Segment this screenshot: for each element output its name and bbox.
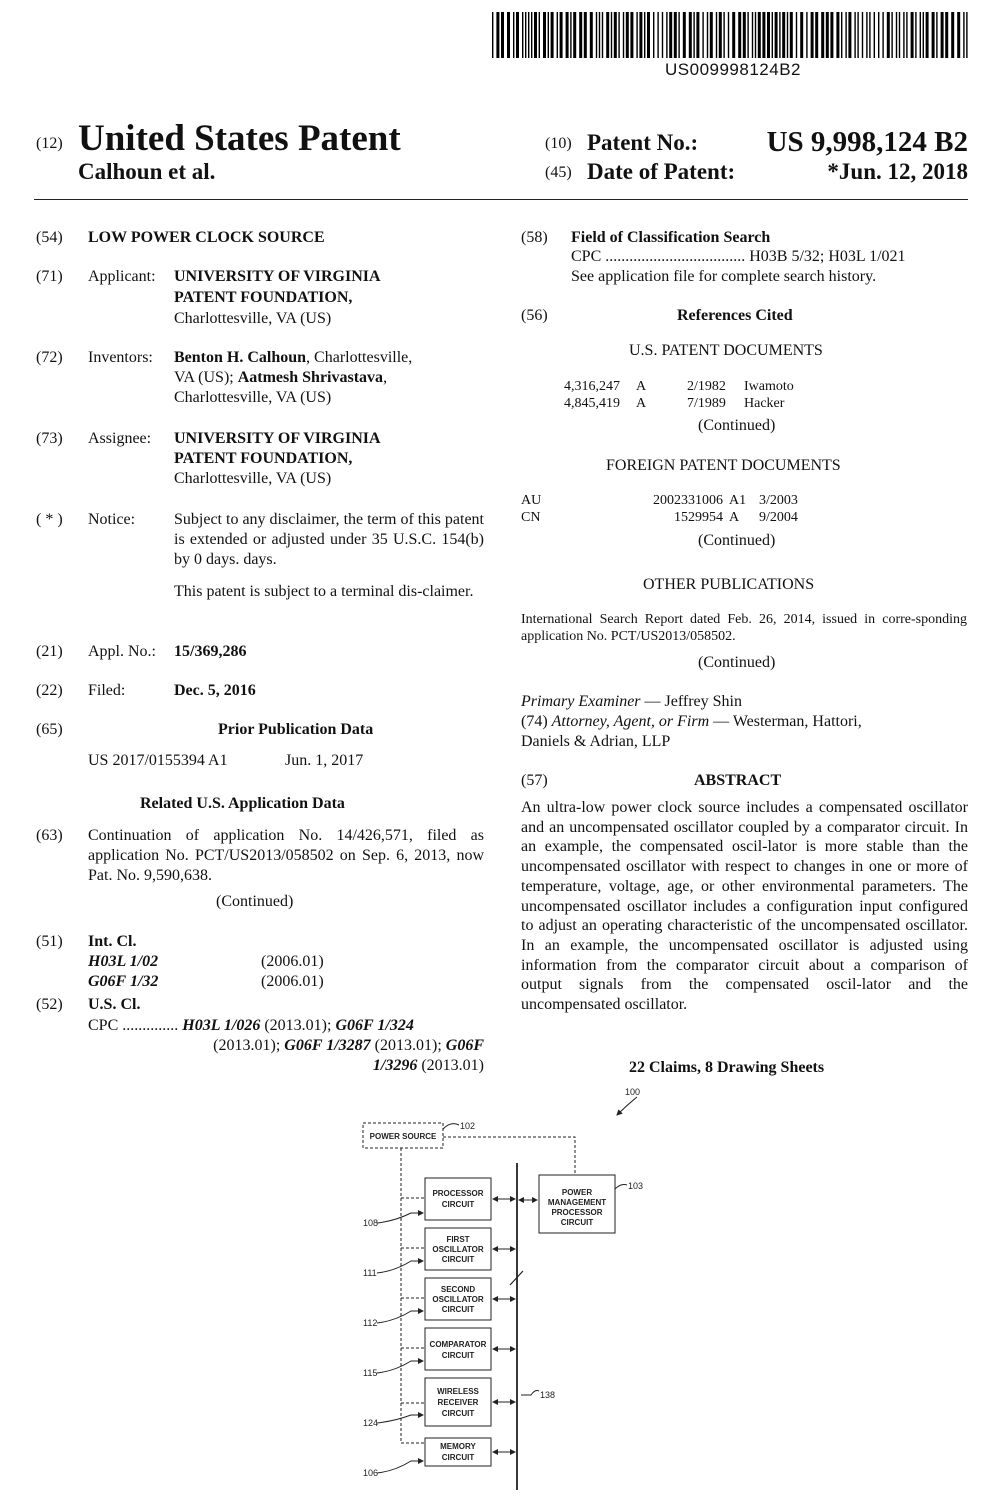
barcode-bar <box>732 12 735 58</box>
first-osc-label-2: OSCILLATOR <box>432 1245 484 1254</box>
ref-111: 111 <box>363 1268 377 1278</box>
code-56: (56) <box>521 307 548 324</box>
ref-103: 103 <box>628 1181 644 1191</box>
code-52: (52) <box>36 996 63 1013</box>
barcode-bar <box>878 12 879 58</box>
barcode-bar <box>669 12 672 58</box>
notice-text-terminal: This patent is subject to a terminal dis-claimer. <box>174 583 474 600</box>
appl-no: 15/369,286 <box>174 643 247 660</box>
us-doc-date: 2/1982 <box>687 379 726 394</box>
cpc-year-1: (2013.01); <box>260 1017 336 1034</box>
barcode-bar <box>857 12 858 58</box>
cpc-code-4a: G06F <box>445 1037 484 1054</box>
examiner-name: — Jeffrey Shin <box>640 693 742 710</box>
barcode-bar <box>743 12 746 58</box>
barcode-bar <box>689 12 692 58</box>
related-continued: (Continued) <box>216 893 294 910</box>
code-54: (54) <box>36 229 63 246</box>
barcode-bar <box>896 12 897 58</box>
patent-no-label: Patent No.: <box>587 130 699 155</box>
second-osc-label-3: CIRCUIT <box>441 1305 475 1314</box>
attorney-name: — Westerman, Hattori, <box>709 713 862 730</box>
field-heading: Field of Classification Search <box>571 229 771 246</box>
barcode-bar <box>815 12 818 58</box>
barcode-bar <box>891 12 892 58</box>
barcode-bar <box>747 12 748 58</box>
foreign-doc-kind: A1 <box>729 493 747 508</box>
inventors-line2 <box>174 368 387 388</box>
foreign-doc-number: 1529954 <box>674 510 723 525</box>
foreign-doc-date: 3/2003 <box>759 493 798 508</box>
barcode-bar <box>531 12 532 58</box>
barcode-bar <box>647 12 650 58</box>
inventors-label: Inventors: <box>88 349 153 366</box>
barcode-bar <box>821 12 824 58</box>
foreign-docs-continued: (Continued) <box>698 532 776 549</box>
barcode-bar <box>923 12 924 58</box>
inventors-line3: Charlottesville, VA (US) <box>174 389 332 406</box>
ref-124: 124 <box>363 1418 379 1428</box>
block-diagram <box>355 1085 655 1490</box>
barcode-bar <box>845 12 846 58</box>
barcode-bar <box>513 12 514 58</box>
barcode-bar <box>945 12 948 58</box>
barcode-bar <box>716 12 717 58</box>
notice-label: Notice: <box>88 511 136 528</box>
barcode-bar <box>707 12 708 58</box>
barcode-bar <box>551 12 554 58</box>
applicant-line3: Charlottesville, VA (US) <box>174 310 332 327</box>
barcode-bar <box>618 12 619 58</box>
assignee-line2: PATENT FOUNDATION, <box>174 450 353 467</box>
barcode-bar <box>903 12 904 58</box>
barcode-bar <box>602 12 603 58</box>
code-73: (73) <box>36 430 63 447</box>
prior-pub-heading: Prior Publication Data <box>218 721 374 738</box>
code-63: (63) <box>36 827 63 844</box>
first-osc-label-3: CIRCUIT <box>441 1255 475 1264</box>
us-doc-number: 4,316,247 <box>564 379 620 394</box>
barcode-bar <box>657 12 658 58</box>
filed-label: Filed: <box>88 682 126 699</box>
comparator-label-1: COMPARATOR <box>429 1340 487 1349</box>
cpc-code-2: G06F 1/324 <box>335 1017 414 1034</box>
cpc-line1 <box>88 1016 414 1036</box>
pmp-label-4: CIRCUIT <box>560 1218 594 1227</box>
ref-138-leader <box>521 1391 539 1396</box>
barcode-bar <box>579 12 582 58</box>
barcode-bar <box>719 12 722 58</box>
processor-label-2: CIRCUIT <box>441 1200 475 1209</box>
barcode-bar <box>666 12 667 58</box>
processor-box <box>425 1178 491 1220</box>
barcode-bar <box>772 12 773 58</box>
barcode-bar <box>728 12 729 58</box>
barcode-bar <box>573 12 576 58</box>
code-21: (21) <box>36 643 63 660</box>
code-10: (10) <box>545 135 572 152</box>
us-docs-heading: U.S. PATENT DOCUMENTS <box>629 342 823 359</box>
patent-type-title: United States Patent <box>78 118 401 159</box>
barcode-bar <box>630 12 633 58</box>
int-cl-label: Int. Cl. <box>88 933 137 950</box>
barcode-bar <box>796 12 797 58</box>
barcode-bar <box>911 12 914 58</box>
barcode-bar <box>539 12 540 58</box>
barcode-bar <box>906 12 907 58</box>
barcode-bar <box>678 12 679 58</box>
barcode-bar <box>779 12 780 58</box>
filed-date: Dec. 5, 2016 <box>174 682 256 699</box>
ref-108: 108 <box>363 1218 379 1228</box>
code-74: (74) <box>521 713 548 730</box>
barcode-bar <box>623 12 624 58</box>
ref-115: 115 <box>363 1368 378 1378</box>
barcode-bar <box>936 12 937 58</box>
memory-label-1: MEMORY <box>440 1442 476 1451</box>
barcode-bar <box>599 12 600 58</box>
other-pubs-text: International Search Report dated Feb. 26, 2014, issued in corre-sponding application No. PCT/US2013/058502. <box>521 612 967 644</box>
ref-102: 102 <box>460 1121 476 1131</box>
first-osc-label-1: FIRST <box>446 1235 470 1244</box>
attorney-line2: Daniels & Adrian, LLP <box>521 733 671 750</box>
barcode-bar <box>869 12 870 58</box>
barcode-bar <box>866 12 867 58</box>
code-57: (57) <box>521 772 548 789</box>
other-pubs-heading: OTHER PUBLICATIONS <box>643 576 815 593</box>
cpc-year-3: (2013.01); <box>370 1037 446 1054</box>
ref-100: 100 <box>625 1087 641 1097</box>
barcode-bar <box>662 12 663 58</box>
barcode-bar <box>762 12 765 58</box>
us-doc-row <box>564 395 864 412</box>
barcode-bar <box>767 12 770 58</box>
cpc-code-1: H03L 1/026 <box>182 1017 261 1034</box>
patent-no: US 9,998,124 B2 <box>766 126 968 158</box>
barcode-bar <box>775 12 778 58</box>
assignee-line3: Charlottesville, VA (US) <box>174 470 332 487</box>
ref-102-leader <box>443 1124 459 1129</box>
barcode-bar <box>854 12 855 58</box>
power-source-label: POWER SOURCE <box>369 1132 437 1141</box>
code-58: (58) <box>521 229 548 246</box>
barcode-graphic <box>492 12 972 58</box>
applicant-label: Applicant: <box>88 268 156 285</box>
barcode-bar <box>800 12 803 58</box>
inventor-1-country: VA (US); <box>174 369 238 386</box>
us-doc-date: 7/1989 <box>687 396 726 411</box>
wireless-label-3: CIRCUIT <box>441 1409 475 1418</box>
pmp-label-1: POWER <box>561 1188 593 1197</box>
us-doc-row <box>564 378 864 395</box>
barcode-bar <box>557 12 558 58</box>
code-51: (51) <box>36 933 63 950</box>
barcode-bar <box>738 12 741 58</box>
barcode-bar <box>752 12 753 58</box>
foreign-docs-heading: FOREIGN PATENT DOCUMENTS <box>606 457 841 474</box>
ref-138: 138 <box>540 1390 556 1400</box>
barcode-bar <box>693 12 694 58</box>
us-doc-name: Iwamoto <box>744 379 794 394</box>
barcode-bar <box>639 12 642 58</box>
comparator-box <box>425 1328 491 1370</box>
barcode-bar <box>806 12 807 58</box>
barcode-bar <box>534 12 537 58</box>
patent-date: *Jun. 12, 2018 <box>827 159 968 184</box>
barcode-bar <box>653 12 654 58</box>
barcode-bar <box>957 12 960 58</box>
barcode-bar <box>710 12 713 58</box>
barcode-bar <box>614 12 617 58</box>
representative-drawing <box>355 1085 655 1490</box>
barcode-bar <box>516 12 519 58</box>
second-osc-label-1: SECOND <box>440 1285 476 1294</box>
cpc-year-4: (2013.01) <box>417 1057 484 1074</box>
barcode-bar <box>887 12 890 58</box>
barcode-bar <box>644 12 645 58</box>
barcode-number: US009998124B2 <box>665 60 802 79</box>
cpc-prefix: CPC .............. <box>88 1017 179 1034</box>
foreign-doc-country: CN <box>521 510 541 525</box>
barcode-bar <box>841 12 842 58</box>
field-see: See application file for complete search history. <box>571 268 877 285</box>
barcode-bar <box>899 12 900 58</box>
cpc-code-3: G06F 1/3287 <box>284 1037 371 1054</box>
primary-examiner <box>521 692 742 712</box>
abstract-text: An ultra-low power clock source includes a compensated oscillator and an uncompensated oscillator coupled by a comparator circuit. In an example, the compensated oscil-lator is more stable than the uncompensated oscillator with respect to changes in one or more of temperature, voltage, age, or other environmental parameters. The uncompensated oscillator includes a configuration input configured to adjust an operating characteristic of the uncompensated oscillator. In an example, the uncompensated oscillator is adjusted using information from the comparator circuit about a comparison of output signals from the compensated oscil-lator and the uncompensated oscillator. <box>521 799 968 1014</box>
assignee-label: Assignee: <box>88 430 152 447</box>
power-line-branches <box>401 1198 425 1403</box>
barcode-bar <box>674 12 677 58</box>
barcode-bar <box>606 12 609 58</box>
notice-text: Subject to any disclaimer, the term of this patent is extended or adjusted under 35 U.S.C. 154(b) by 0 days. days. <box>174 511 484 568</box>
memory-label-2: CIRCUIT <box>441 1453 475 1462</box>
barcode-bar <box>522 12 523 58</box>
barcode-bar <box>758 12 761 58</box>
barcode-bar <box>915 12 916 58</box>
code-45: (45) <box>545 164 572 181</box>
inventor-1-location: , Charlottesville, <box>306 349 413 366</box>
code-22: (22) <box>36 682 63 699</box>
barcode-bar <box>543 12 546 58</box>
barcode-bar <box>560 12 563 58</box>
related-text: Continuation of application No. 14/426,571, filed as application No. PCT/US2013/058502 on Sep. 6, 2013, now Pat. No. 9,590,638. <box>88 827 484 884</box>
us-doc-kind: A <box>636 379 647 394</box>
barcode-bar <box>696 12 699 58</box>
code-65: (65) <box>36 721 63 738</box>
inventor-2-comma: , <box>383 369 388 386</box>
barcode-bar <box>683 12 686 58</box>
ref-112: 112 <box>363 1318 378 1328</box>
barcode-bar <box>566 12 569 58</box>
barcode-bar <box>611 12 612 58</box>
date-label: Date of Patent: <box>587 159 736 184</box>
cpc-line3 <box>373 1056 484 1076</box>
power-line-trunk <box>401 1148 425 1443</box>
claims-summary: 22 Claims, 8 Drawing Sheets <box>629 1059 825 1076</box>
barcode-bar <box>941 12 944 58</box>
pmp-label-3: PROCESSOR <box>551 1208 603 1217</box>
attorney-label: Attorney, Agent, or Firm <box>551 713 710 730</box>
barcode-bar <box>626 12 629 58</box>
barcode-bar <box>787 12 788 58</box>
field-cpc: CPC ................................... H03B 5/32; H03L 1/021 <box>571 248 906 265</box>
prior-pub-date: Jun. 1, 2017 <box>285 752 364 769</box>
cpc-year-2: (2013.01); <box>213 1037 285 1054</box>
foreign-doc-number: 2002331006 <box>653 493 723 508</box>
assignee-line1: UNIVERSITY OF VIRGINIA <box>174 430 381 447</box>
foreign-doc-row <box>521 509 821 526</box>
code-notice: ( * ) <box>36 511 63 528</box>
inventor-2-name: Aatmesh Shrivastava <box>237 369 384 386</box>
barcode-bar <box>862 12 863 58</box>
prior-pub-number: US 2017/0155394 A1 <box>88 752 228 769</box>
us-cl-label: U.S. Cl. <box>88 996 141 1013</box>
barcode-bar <box>501 12 504 58</box>
barcode-bar <box>570 12 571 58</box>
barcode-bar <box>507 12 510 58</box>
foreign-doc-date: 9/2004 <box>759 510 798 525</box>
barcode-bar <box>528 12 529 58</box>
foreign-doc-row <box>521 492 821 509</box>
us-docs-continued: (Continued) <box>698 417 776 434</box>
barcode <box>492 12 972 58</box>
inventors-line1 <box>174 348 412 368</box>
barcode-bar <box>525 12 526 58</box>
barcode-bar <box>596 12 597 58</box>
refs-heading: References Cited <box>677 307 793 324</box>
header-divider <box>34 199 968 200</box>
wireless-label-1: WIRELESS <box>437 1387 479 1396</box>
ref-100-pointer <box>617 1097 637 1115</box>
invention-title: LOW POWER CLOCK SOURCE <box>88 229 325 246</box>
int-cl-1-year: (2006.01) <box>261 953 324 970</box>
barcode-bar <box>590 12 593 58</box>
abstract-heading: ABSTRACT <box>694 772 782 789</box>
applicant-line1: UNIVERSITY OF VIRGINIA <box>174 268 381 285</box>
barcode-bar <box>811 12 814 58</box>
ref-103-leader <box>615 1185 627 1190</box>
processor-label-1: PROCESSOR <box>432 1189 484 1198</box>
barcode-bar <box>920 12 921 58</box>
code-71: (71) <box>36 268 63 285</box>
barcode-bar <box>836 12 839 58</box>
barcode-bar <box>926 12 929 58</box>
barcode-bar <box>755 12 756 58</box>
barcode-bar <box>548 12 549 58</box>
barcode-bar <box>636 12 637 58</box>
us-doc-kind: A <box>636 396 647 411</box>
us-doc-number: 4,845,419 <box>564 396 620 411</box>
barcode-bar <box>951 12 954 58</box>
us-doc-name: Hacker <box>744 396 785 411</box>
int-cl-1-code: H03L 1/02 <box>88 953 159 970</box>
foreign-doc-kind: A <box>729 510 740 525</box>
other-pubs-continued: (Continued) <box>698 654 776 671</box>
wireless-label-2: RECEIVER <box>437 1398 479 1407</box>
applicant-line2: PATENT FOUNDATION, <box>174 289 353 306</box>
comparator-label-2: CIRCUIT <box>441 1351 475 1360</box>
second-osc-label-2: OSCILLATOR <box>432 1295 484 1304</box>
barcode-bar <box>966 12 967 58</box>
inventor-1-name: Benton H. Calhoun <box>174 349 307 366</box>
barcode-bar <box>848 12 851 58</box>
barcode-bar <box>826 12 829 58</box>
barcode-bar <box>496 12 499 58</box>
cpc-code-4b: 1/3296 <box>372 1057 418 1074</box>
power-line-pmp <box>443 1137 575 1175</box>
ref-106: 106 <box>363 1468 379 1478</box>
barcode-bar <box>932 12 935 58</box>
barcode-bar <box>584 12 587 58</box>
barcode-bar <box>702 12 703 58</box>
barcode-bar <box>874 12 875 58</box>
barcode-bar <box>782 12 785 58</box>
attorney-line1 <box>521 712 862 732</box>
examiner-label: Primary Examiner <box>521 693 641 710</box>
foreign-doc-country: AU <box>521 493 542 508</box>
barcode-bar <box>882 12 883 58</box>
barcode-bar <box>790 12 793 58</box>
pmp-label-2: MANAGEMENT <box>547 1198 607 1207</box>
cpc-line2 <box>213 1036 484 1056</box>
code-72: (72) <box>36 349 63 366</box>
authors: Calhoun et al. <box>78 159 216 184</box>
appl-no-label: Appl. No.: <box>88 643 156 660</box>
code-12: (12) <box>36 135 63 152</box>
barcode-bar <box>492 12 493 58</box>
barcode-bar <box>830 12 833 58</box>
int-cl-2-year: (2006.01) <box>261 973 324 990</box>
barcode-bar <box>723 12 724 58</box>
barcode-bar <box>963 12 964 58</box>
int-cl-2-code: G06F 1/32 <box>88 973 159 990</box>
related-heading: Related U.S. Application Data <box>140 795 345 812</box>
